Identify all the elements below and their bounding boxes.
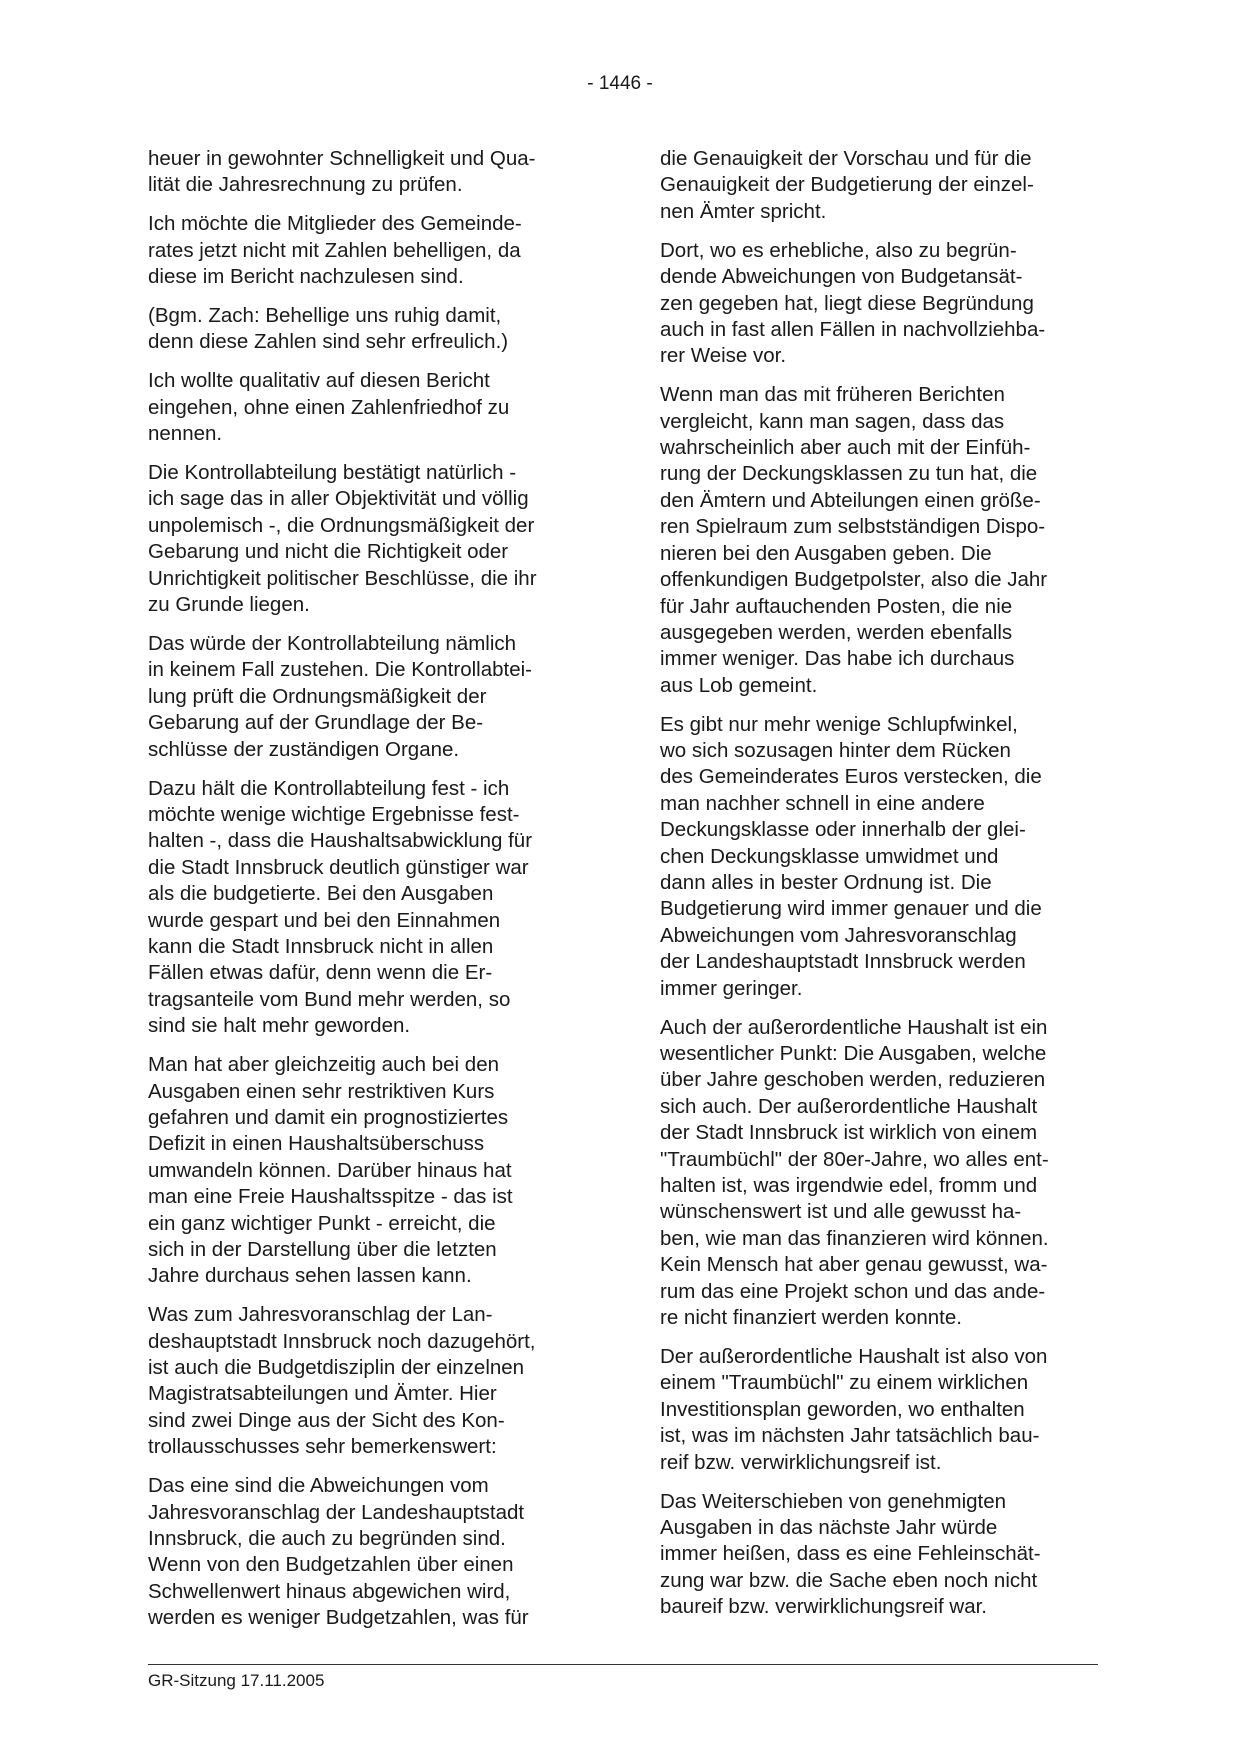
- footer-divider: [148, 1664, 1098, 1665]
- paragraph: die Genauigkeit der Vorschau und für die Genauigkeit der Budgetierung der einzel- nen Ämter spricht.: [660, 147, 1034, 223]
- paragraph: Auch der außerordentliche Haushalt ist ein wesentlicher Punkt: Die Ausgaben, welche über Jahre geschoben werden, reduzieren sich auch. Der außerordentliche Haushalt der Stadt Innsbruck ist wirklich von einem "Traumbüchl" der 80er-Jahre, wo alles ent- halten ist, was irgendwie edel, fromm und wünschenswert ist und alle gewusst ha- ben, wie man das finanzieren wird können. Kein Mensch hat aber genau gewusst, wa- rum das eine Projekt schon und das ande- re nicht finanziert werden konnte.: [660, 1015, 1049, 1330]
- paragraph: Die Kontrollabteilung bestätigt natürlich - ich sage das in aller Objektivität und völlig unpolemisch -, die Ordnungsmäßigkeit der Gebarung und nicht die Richtigkeit oder Unrichtigkeit politischer Beschlüsse, die ihr zu Grunde liegen.: [148, 461, 537, 617]
- paragraph: Ich wollte qualitativ auf diesen Bericht eingehen, ohne einen Zahlenfriedhof zu nennen.: [148, 369, 510, 446]
- paragraph: (Bgm. Zach: Behellige uns ruhig damit, denn diese Zahlen sind sehr erfreulich.): [148, 304, 509, 354]
- paragraph: Dazu hält die Kontrollabteilung fest - ich möchte wenige wichtige Ergebnisse fest- halten -, dass die Haushaltsabwicklung für die Stadt Innsbruck deutlich günstiger war als die budgetierte. Bei den Ausgaben wurde gespart und bei den Einnahmen kann die Stadt Innsbruck nicht in allen Fällen etwas dafür, denn wenn die Er- tragsanteile vom Bund mehr werden, so sind sie halt mehr geworden.: [148, 776, 533, 1038]
- paragraph: Der außerordentliche Haushalt ist also von einem "Traumbüchl" zu einem wirklichen Investitionsplan geworden, wo enthalten ist, was im nächsten Jahr tatsächlich bau- reif bzw. verwirklichungsreif ist.: [660, 1344, 1048, 1474]
- paragraph: Das Weiterschieben von genehmigten Ausgaben in das nächste Jahr würde immer heißen, dass es eine Fehleinschät- zung war bzw. die Sache eben noch nicht baureif bzw. verwirklichungsreif war.: [660, 1489, 1041, 1619]
- footer-session-date: GR-Sitzung 17.11.2005: [148, 1671, 325, 1690]
- right-column: [660, 146, 1100, 1633]
- paragraph: heuer in gewohnter Schnelligkeit und Qua- lität die Jahresrechnung zu prüfen.: [148, 147, 536, 197]
- paragraph: Man hat aber gleichzeitig auch bei den Ausgaben einen sehr restriktiven Kurs gefahren und damit ein prognostiziertes Defizit in einen Haushaltsüberschuss umwandeln können. Darüber hinaus hat man eine Freie Haushaltsspitze - das ist ein ganz wichtiger Punkt - erreicht, die sich in der Darstellung über die letzten Jahre durchaus sehen lassen kann.: [148, 1053, 513, 1288]
- paragraph: Ich möchte die Mitglieder des Gemeinde- rates jetzt nicht mit Zahlen behelligen, da diese im Bericht nachzulesen sind.: [148, 212, 522, 289]
- left-column: [148, 146, 588, 1644]
- paragraph: Wenn man das mit früheren Berichten vergleicht, kann man sagen, dass das wahrscheinlich aber auch mit der Einfüh- rung der Deckungsklassen zu tun hat, die den Ämtern und Abteilungen einen größe- ren Spielraum zum selbstständigen Dispo- nieren bei den Ausgaben geben. Die offenkundigen Budgetpolster, also die Jahr für Jahr auftauchenden Posten, die nie ausgegeben werden, werden ebenfalls immer weniger. Das habe ich durchaus aus Lob gemeint.: [660, 383, 1048, 697]
- page-number: - 1446 -: [587, 73, 653, 94]
- paragraph: Das würde der Kontrollabteilung nämlich in keinem Fall zustehen. Die Kontrollabtei- lung prüft die Ordnungsmäßigkeit der Gebarung auf der Grundlage der Be- schlüsse der zuständigen Organe.: [148, 632, 532, 761]
- paragraph: Dort, wo es erhebliche, also zu begrün- dende Abweichungen von Budgetansät- zen gegeben hat, liegt diese Begründung auch in fast allen Fällen in nachvollziehba- rer Weise vor.: [660, 238, 1046, 368]
- paragraph: Was zum Jahresvoranschlag der Lan- deshauptstadt Innsbruck noch dazugehört, ist auch die Budgetdisziplin der einzelnen Magistratsabteilungen und Ämter. Hier sind zwei Dinge aus der Sicht des Kon- trollausschusses sehr bemerkenswert:: [148, 1303, 536, 1459]
- paragraph: Das eine sind die Abweichungen vom Jahresvoranschlag der Landeshauptstadt Innsbruck, die auch zu begründen sind. Wenn von den Budgetzahlen über einen Schwellenwert hinaus abgewichen wird, werden es weniger Budgetzahlen, was für: [148, 1474, 529, 1630]
- paragraph: Es gibt nur mehr wenige Schlupfwinkel, wo sich sozusagen hinter dem Rücken des Gemeinderates Euros verstecken, die man nachher schnell in eine andere Deckungsklasse oder innerhalb der glei- chen Deckungsklasse umwidmet und dann alles in bester Ordnung ist. Die Budgetierung wird immer genauer und die Abweichungen vom Jahresvoranschlag der Landeshauptstadt Innsbruck werden immer geringer.: [660, 712, 1042, 1000]
